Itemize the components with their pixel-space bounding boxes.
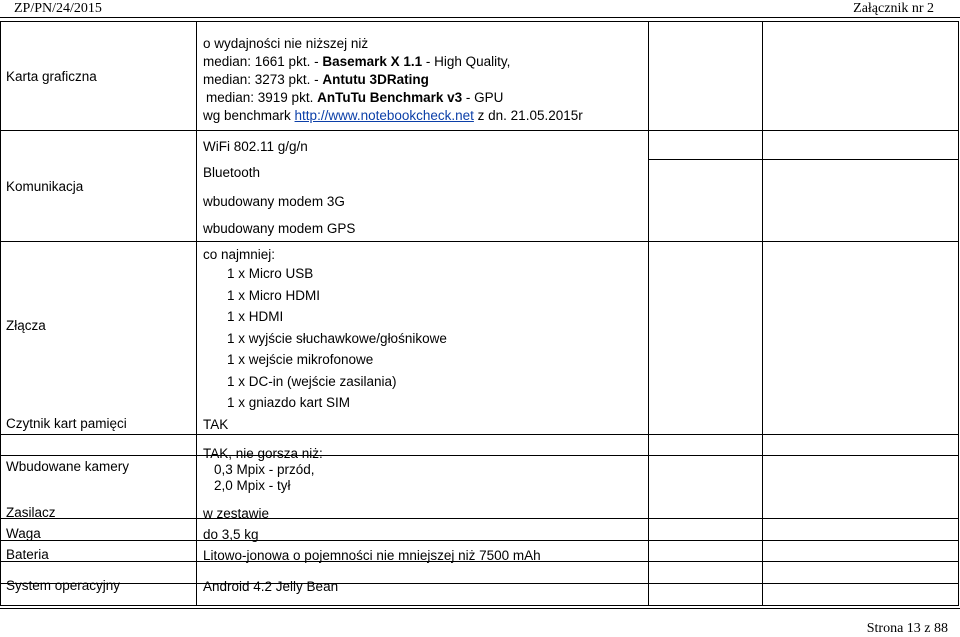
- kamery-line-3: 2,0 Mpix - tył: [214, 478, 291, 493]
- karta-line-5: wg benchmark http://www.notebookcheck.net z dn. 21.05.2015r: [203, 108, 583, 123]
- row-line: [0, 21, 959, 22]
- row-line: [0, 583, 959, 584]
- komunikacja-item: WiFi 802.11 g/g/n: [203, 139, 308, 154]
- row-line: [0, 518, 959, 519]
- komunikacja-item: Bluetooth: [203, 165, 261, 180]
- karta-line-2: median: 1661 pkt. - Basemark X 1.1 - High Quality,: [203, 54, 511, 69]
- row-line: [0, 241, 959, 242]
- page-number: Strona 13 z 88: [866, 621, 948, 636]
- row-line: [0, 540, 959, 541]
- row-label-bateria: Bateria: [6, 547, 49, 562]
- spec-table: [0, 21, 960, 606]
- document-reference: ZP/PN/24/2015: [14, 1, 102, 16]
- kamery-line-2: 0,3 Mpix - przód,: [214, 462, 315, 477]
- bateria-value: Litowo-jonowa o pojemności nie mniejszej niż 7500 mAh: [203, 548, 541, 563]
- row-line: [0, 130, 959, 131]
- zlacza-item: 1 x DC-in (wejście zasilania): [227, 374, 397, 389]
- system-value: Android 4.2 Jelly Bean: [203, 579, 339, 594]
- page-header: [0, 0, 960, 18]
- row-line: [0, 605, 959, 606]
- zlacza-item: 1 x gniazdo kart SIM: [227, 395, 351, 410]
- czytnik-value: TAK: [203, 417, 229, 432]
- zlacza-item: 1 x HDMI: [227, 309, 284, 324]
- row-label-system: System operacyjny: [6, 578, 121, 593]
- karta-line-1: o wydajności nie niższej niż: [203, 36, 369, 51]
- row-label-karta-graficzna: Karta graficzna: [6, 69, 97, 84]
- waga-value: do 3,5 kg: [203, 527, 259, 542]
- benchmark-link[interactable]: http://www.notebookcheck.net: [294, 108, 474, 123]
- zlacza-intro: co najmniej:: [203, 247, 276, 262]
- komunikacja-item: wbudowany modem 3G: [203, 194, 345, 209]
- karta-line-3: median: 3273 pkt. - Antutu 3DRating: [203, 72, 429, 87]
- zlacza-item: 1 x wyjście słuchawkowe/głośnikowe: [227, 331, 447, 346]
- kamery-line-1: TAK, nie gorsza niż:: [203, 446, 323, 461]
- zlacza-item: 1 x Micro HDMI: [227, 288, 321, 303]
- row-label-waga: Waga: [6, 526, 41, 541]
- row-label-czytnik: Czytnik kart pamięci: [6, 416, 127, 431]
- karta-line-4: median: 3919 pkt. AnTuTu Benchmark v3 - GPU: [206, 90, 504, 105]
- row-line: [0, 455, 959, 456]
- row-label-komunikacja: Komunikacja: [6, 179, 84, 194]
- row-label-kamery: Wbudowane kamery: [6, 459, 130, 474]
- page-footer: [0, 608, 960, 636]
- row-label-zlacza: Złącza: [6, 318, 46, 333]
- zlacza-item: 1 x wejście mikrofonowe: [227, 352, 374, 367]
- attachment-label: Załącznik nr 2: [853, 1, 934, 16]
- row-line: [0, 434, 959, 435]
- row-label-zasilacz: Zasilacz: [6, 505, 56, 520]
- komunikacja-item: wbudowany modem GPS: [203, 221, 356, 236]
- row-line: [648, 159, 959, 160]
- zasilacz-value: w zestawie: [203, 506, 270, 521]
- zlacza-item: 1 x Micro USB: [227, 266, 314, 281]
- header-rule: [0, 17, 960, 18]
